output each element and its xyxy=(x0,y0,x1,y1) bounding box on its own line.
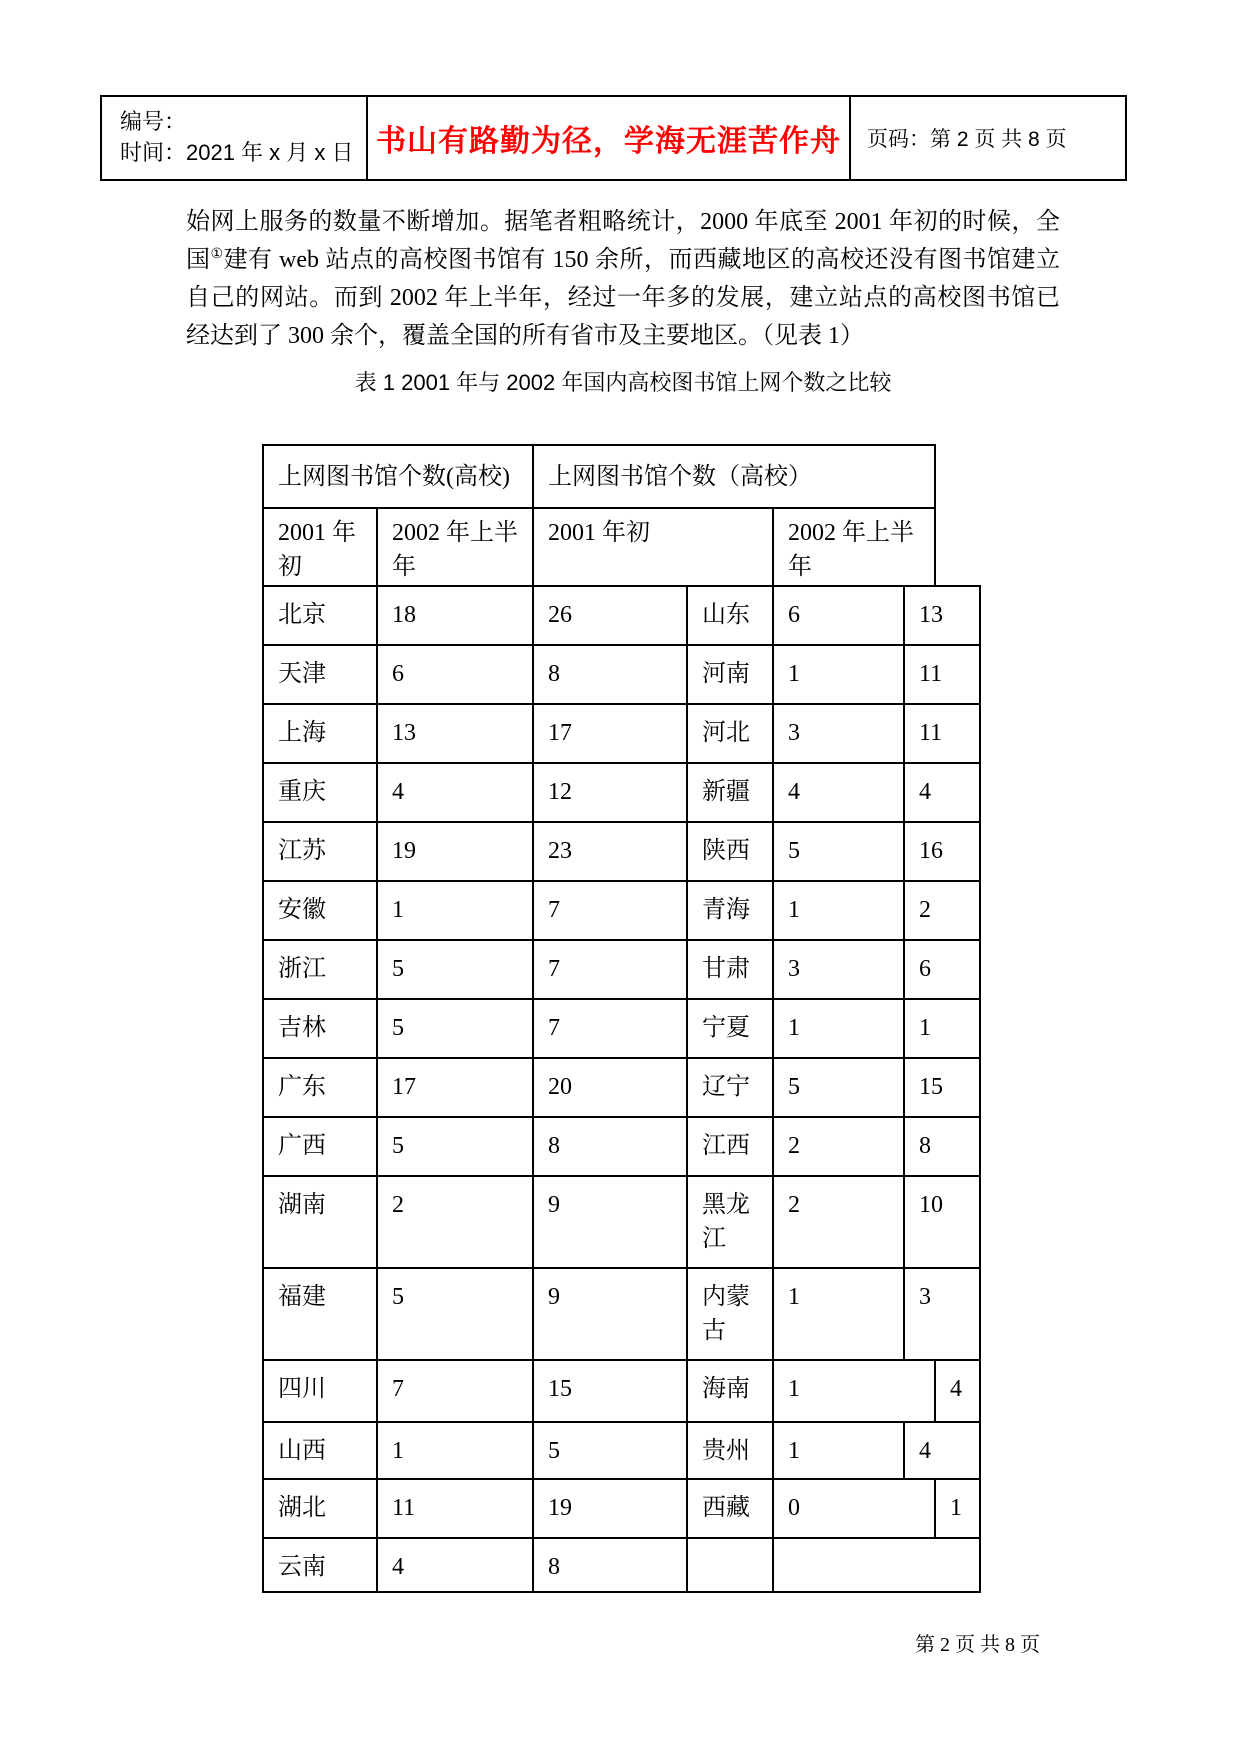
data-table xyxy=(262,444,979,1591)
value-cell: 4 xyxy=(934,1359,981,1423)
value-cell: 19 xyxy=(376,821,534,882)
value-cell: 8 xyxy=(532,1537,688,1593)
value-cell: 5 xyxy=(772,821,905,882)
value-cell: 2 xyxy=(772,1116,905,1177)
value-cell: 4 xyxy=(903,1421,981,1480)
province-cell: 吉林 xyxy=(262,998,378,1059)
value-cell: 1 xyxy=(903,998,981,1059)
value-cell: 5 xyxy=(772,1057,905,1118)
value-cell: 7 xyxy=(532,939,688,1000)
province-cell: 江西 xyxy=(686,1116,774,1177)
value-cell: 5 xyxy=(532,1421,688,1480)
value-cell: 6 xyxy=(376,644,534,705)
province-cell: 安徽 xyxy=(262,880,378,941)
header-box xyxy=(100,95,1127,181)
value-cell: 12 xyxy=(532,762,688,823)
value-cell: 18 xyxy=(376,585,534,646)
value-cell: 4 xyxy=(772,762,905,823)
value-cell: 1 xyxy=(376,880,534,941)
province-cell: 天津 xyxy=(262,644,378,705)
province-cell: 福建 xyxy=(262,1267,378,1361)
value-cell: 1 xyxy=(772,1421,905,1480)
province-cell: 广东 xyxy=(262,1057,378,1118)
province-cell: 内蒙古 xyxy=(686,1267,774,1361)
value-cell: 4 xyxy=(903,762,981,823)
value-cell: 1 xyxy=(772,1359,936,1423)
header-right-cell xyxy=(851,97,1125,179)
value-cell: 7 xyxy=(376,1359,534,1423)
province-cell: 河北 xyxy=(686,703,774,764)
value-cell: 26 xyxy=(532,585,688,646)
table-header-cell: 2001 年初 xyxy=(532,507,774,587)
table-header-cell: 2001 年初 xyxy=(262,507,378,587)
value-cell: 1 xyxy=(376,1421,534,1480)
value-cell xyxy=(772,1537,981,1593)
value-cell: 5 xyxy=(376,1267,534,1361)
value-cell: 8 xyxy=(532,1116,688,1177)
value-cell: 5 xyxy=(376,939,534,1000)
table-header-cell: 上网图书馆个数（高校） xyxy=(532,444,936,509)
province-cell: 西藏 xyxy=(686,1478,774,1539)
value-cell: 6 xyxy=(903,939,981,1000)
header-middle-cell xyxy=(366,97,851,179)
value-cell: 3 xyxy=(772,939,905,1000)
value-cell: 11 xyxy=(903,644,981,705)
province-cell: 辽宁 xyxy=(686,1057,774,1118)
province-cell: 青海 xyxy=(686,880,774,941)
footnote-marker: ① xyxy=(210,247,224,262)
value-cell: 17 xyxy=(376,1057,534,1118)
table-header-cell: 2002 年上半年 xyxy=(772,507,936,587)
province-cell: 山西 xyxy=(262,1421,378,1480)
province-cell: 黑龙江 xyxy=(686,1175,774,1269)
province-cell: 宁夏 xyxy=(686,998,774,1059)
province-cell: 海南 xyxy=(686,1359,774,1423)
value-cell: 8 xyxy=(903,1116,981,1177)
value-cell: 7 xyxy=(532,998,688,1059)
province-cell: 河南 xyxy=(686,644,774,705)
page-number-label: 页码：第 2 页 共 8 页 xyxy=(867,128,1067,151)
doc-number-label: 编号： xyxy=(120,109,187,134)
province-cell: 江苏 xyxy=(262,821,378,882)
table-header-cell: 上网图书馆个数(高校) xyxy=(262,444,534,509)
province-cell: 重庆 xyxy=(262,762,378,823)
value-cell: 1 xyxy=(772,644,905,705)
province-cell: 上海 xyxy=(262,703,378,764)
value-cell: 2 xyxy=(376,1175,534,1269)
value-cell: 4 xyxy=(376,762,534,823)
value-cell: 13 xyxy=(903,585,981,646)
province-cell: 湖南 xyxy=(262,1175,378,1269)
value-cell: 4 xyxy=(376,1537,534,1593)
province-cell: 浙江 xyxy=(262,939,378,1000)
value-cell: 2 xyxy=(772,1175,905,1269)
value-cell: 1 xyxy=(772,880,905,941)
body-paragraph xyxy=(186,203,1060,355)
value-cell: 17 xyxy=(532,703,688,764)
value-cell: 13 xyxy=(376,703,534,764)
header-left-cell xyxy=(102,97,366,179)
value-cell: 9 xyxy=(532,1267,688,1361)
value-cell: 3 xyxy=(772,703,905,764)
province-cell: 广西 xyxy=(262,1116,378,1177)
value-cell: 1 xyxy=(772,998,905,1059)
value-cell: 1 xyxy=(934,1478,981,1539)
value-cell: 1 xyxy=(772,1267,905,1361)
table-header-cell: 2002 年上半年 xyxy=(376,507,534,587)
value-cell: 2 xyxy=(903,880,981,941)
province-cell xyxy=(686,1537,774,1593)
value-cell: 5 xyxy=(376,998,534,1059)
value-cell: 23 xyxy=(532,821,688,882)
slogan-text: 书山有路勤为径，学海无涯苦作舟 xyxy=(376,125,841,158)
doc-time-label: 时间：2021 年 x 月 x 日 xyxy=(120,140,354,165)
province-cell: 贵州 xyxy=(686,1421,774,1480)
value-cell: 7 xyxy=(532,880,688,941)
value-cell: 15 xyxy=(903,1057,981,1118)
value-cell: 20 xyxy=(532,1057,688,1118)
paragraph-text-1: 始网上服务的数量不断增加。据笔者粗略统计，2000 年底至 2001 年初的时候，全国 xyxy=(186,209,1060,273)
value-cell: 19 xyxy=(532,1478,688,1539)
province-cell: 陕西 xyxy=(686,821,774,882)
page-footer: 第 2 页 共 8 页 xyxy=(915,1634,1040,1656)
paragraph-text-2: 建有 web 站点的高校图书馆有 150 余所，而西藏地区的高校还没有图书馆建立自己的网站。而到 2002 年上半年，经过一年多的发展，建立站点的高校图书馆已经达到了 300 余个，覆盖全国的所有省市及主要地区。（见表 1） xyxy=(186,247,1061,349)
province-cell: 湖北 xyxy=(262,1478,378,1539)
province-cell: 北京 xyxy=(262,585,378,646)
province-cell: 四川 xyxy=(262,1359,378,1423)
value-cell: 6 xyxy=(772,585,905,646)
value-cell: 15 xyxy=(532,1359,688,1423)
table-caption: 表 1 2001 年与 2002 年国内高校图书馆上网个数之比较 xyxy=(354,370,892,395)
value-cell: 10 xyxy=(903,1175,981,1269)
province-cell: 山东 xyxy=(686,585,774,646)
value-cell: 8 xyxy=(532,644,688,705)
province-cell: 甘肃 xyxy=(686,939,774,1000)
value-cell: 9 xyxy=(532,1175,688,1269)
value-cell: 5 xyxy=(376,1116,534,1177)
province-cell: 云南 xyxy=(262,1537,378,1593)
value-cell: 0 xyxy=(772,1478,936,1539)
province-cell: 新疆 xyxy=(686,762,774,823)
value-cell: 16 xyxy=(903,821,981,882)
value-cell: 3 xyxy=(903,1267,981,1361)
value-cell: 11 xyxy=(903,703,981,764)
value-cell: 11 xyxy=(376,1478,534,1539)
